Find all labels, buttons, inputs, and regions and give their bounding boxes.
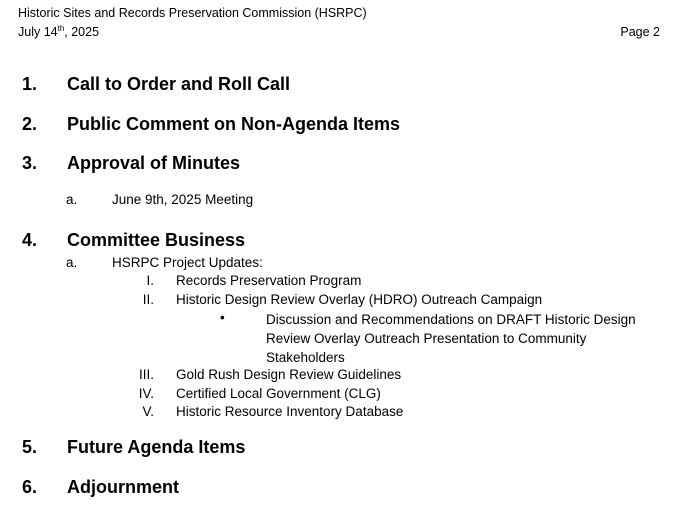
agenda-item-6: 6. Adjournment: [22, 477, 179, 497]
hdro-discussion-text: Discussion and Recommendations on DRAFT Historic Design Review Overlay Outreach Presentation to Community Stakeholders: [266, 312, 636, 365]
project-gold-rush-guidelines: Gold Rush Design Review Guidelines: [176, 367, 402, 382]
roman-numeral: V.: [142, 404, 154, 419]
sub-letter: a.: [66, 192, 78, 207]
project-records-preservation: Records Preservation Program: [176, 273, 362, 288]
agenda-item-1: 1. Call to Order and Roll Call: [22, 74, 291, 94]
hsrpc-project-updates: HSRPC Project Updates:: [112, 255, 263, 270]
project-hdro-outreach: Historic Design Review Overlay (HDRO) Outreach Campaign: [176, 292, 543, 307]
agenda-item-4: 4. Committee Business: [22, 230, 246, 250]
roman-numeral: II.: [142, 292, 154, 307]
header-org: Historic Sites and Records Preservation Commission (HSRPC): [18, 6, 367, 20]
agenda-item-2: 2. Public Comment on Non-Agenda Items: [22, 114, 401, 134]
agenda-item-3: 3. Approval of Minutes: [22, 153, 241, 173]
header-date: July 14th, 2025: [18, 23, 100, 39]
roman-numeral: IV.: [138, 386, 154, 401]
project-clg: Certified Local Government (CLG): [176, 386, 381, 401]
roman-numeral: I.: [146, 273, 154, 288]
roman-numeral: III.: [138, 367, 154, 382]
sub-letter: a.: [66, 255, 78, 270]
agenda-item-5: 5. Future Agenda Items: [22, 437, 246, 457]
bullet-icon: •: [220, 310, 225, 325]
project-inventory-database: Historic Resource Inventory Database: [176, 404, 404, 419]
page-number: Page 2: [620, 25, 660, 39]
minutes-june-9: June 9th, 2025 Meeting: [112, 192, 254, 207]
